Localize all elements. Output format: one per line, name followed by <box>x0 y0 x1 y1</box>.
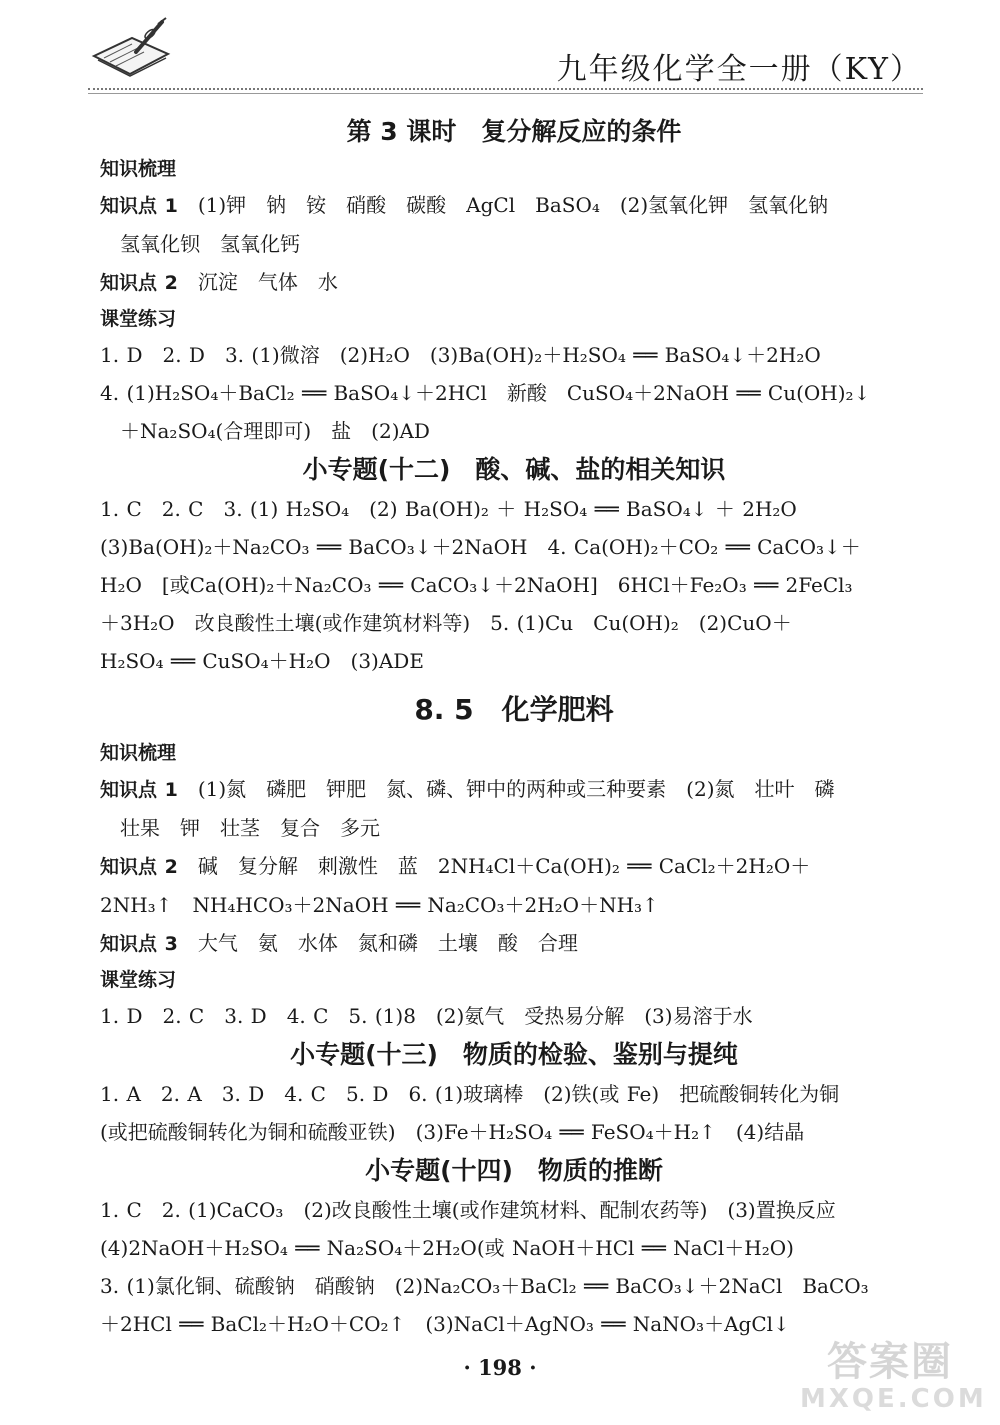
answer-line <box>100 374 928 412</box>
watermark-url: MXQE.COM <box>800 1384 987 1414</box>
answer-line <box>100 997 928 1035</box>
knowledge-point-label: 知识点 1 <box>100 195 178 217</box>
answer-text: (1)钾 钠 铵 硝酸 碳酸 AgCl BaSO₄ (2)氢氧化钾 氢氧化钠 <box>197 193 829 217</box>
knowledge-point-label: 知识点 3 <box>100 933 178 955</box>
answer-line <box>100 1229 928 1267</box>
section-title: 小专题(十四) 物质的推断 <box>365 1156 663 1185</box>
page-header <box>0 0 1000 100</box>
knowledge-point-label: 知识点 2 <box>100 856 178 878</box>
subsection-label: 知识梳理 <box>100 158 177 180</box>
answer-text: 3. (1)氯化铜、硫酸钠 硝酸钠 (2)Na₂CO₃＋BaCl₂ ══ BaCO₃↓＋2NaCl BaCO₃ <box>100 1274 869 1298</box>
answer-line <box>100 886 928 924</box>
answer-line <box>100 1113 928 1151</box>
answer-text: (3)Ba(OH)₂＋Na₂CO₃ ══ BaCO₃↓＋2NaOH 4. Ca(OH)₂＋CO₂ ══ CaCO₃↓＋ <box>100 535 861 559</box>
section-title: 第 3 课时 复分解反应的条件 <box>346 117 682 146</box>
answer-text: 1. C 2. C 3. (1) H₂SO₄ (2) Ba(OH)₂ ＋ H₂SO₄ ══ BaSO₄↓ ＋ 2H₂O <box>100 497 797 521</box>
answer-text: 壮果 钾 壮茎 复合 多元 <box>120 816 380 840</box>
answer-line <box>100 1191 928 1229</box>
subsection-label: 课堂练习 <box>100 308 177 330</box>
page-number: · 198 · <box>463 1355 537 1380</box>
answer-line <box>100 186 928 225</box>
answer-line <box>100 1075 928 1113</box>
notebook-pencil-icon <box>88 16 178 84</box>
knowledge-point-label: 知识点 2 <box>100 272 178 294</box>
answer-line <box>100 336 928 374</box>
answer-line <box>100 490 928 528</box>
answer-text: ＋3H₂O 改良酸性土壤(或作建筑材料等) 5. (1)Cu Cu(OH)₂ (2)CuO＋ <box>100 611 792 635</box>
answer-line <box>100 566 928 604</box>
answer-text: H₂SO₄ ══ CuSO₄＋H₂O (3)ADE <box>100 649 424 673</box>
answer-line <box>100 412 928 450</box>
answer-line <box>100 770 928 809</box>
answer-content <box>100 112 928 1343</box>
answer-text: 氢氧化钡 氢氧化钙 <box>120 232 300 256</box>
answer-text: ＋Na₂SO₄(合理即可) 盐 (2)AD <box>120 419 430 443</box>
answer-text: (4)2NaOH＋H₂SO₄ ══ Na₂SO₄＋2H₂O(或 NaOH＋HCl ══ NaCl＋H₂O) <box>100 1236 794 1260</box>
answer-line <box>100 604 928 642</box>
answer-text: 大气 氨 水体 氮和磷 土壤 酸 合理 <box>197 931 578 955</box>
answer-line <box>100 847 928 886</box>
answer-line <box>100 225 928 263</box>
answer-text: 2NH₃↑ NH₄HCO₃＋2NaOH ══ Na₂CO₃＋2H₂O＋NH₃↑ <box>100 893 659 917</box>
answer-text: 碱 复分解 刺激性 蓝 2NH₄Cl＋Ca(OH)₂ ══ CaCl₂＋2H₂O＋ <box>197 854 811 878</box>
subsection-label: 课堂练习 <box>100 969 177 991</box>
answer-text: (或把硫酸铜转化为铜和硫酸亚铁) (3)Fe＋H₂SO₄ ══ FeSO₄＋H₂↑ (4)结晶 <box>100 1120 805 1144</box>
answer-line <box>100 528 928 566</box>
header-divider <box>88 88 923 90</box>
knowledge-point-label: 知识点 1 <box>100 779 178 801</box>
answer-text: 1. D 2. D 3. (1)微溶 (2)H₂O (3)Ba(OH)₂＋H₂SO₄ ══ BaSO₄↓＋2H₂O <box>100 343 821 367</box>
answer-text: 沉淀 气体 水 <box>197 270 338 294</box>
answer-line <box>100 263 928 302</box>
answer-text: ＋2HCl ══ BaCl₂＋H₂O＋CO₂↑ (3)NaCl＋AgNO₃ ══ NaNO₃＋AgCl↓ <box>100 1312 790 1336</box>
answer-text: 1. A 2. A 3. D 4. C 5. D 6. (1)玻璃棒 (2)铁(或 Fe) 把硫酸铜转化为铜 <box>100 1082 840 1106</box>
book-title: 九年级化学全一册（KY） <box>556 52 922 87</box>
answer-text: 4. (1)H₂SO₄＋BaCl₂ ══ BaSO₄↓＋2HCl 新酸 CuSO₄＋2NaOH ══ Cu(OH)₂↓ <box>100 381 871 405</box>
subsection-label: 知识梳理 <box>100 742 177 764</box>
answer-text: H₂O [或Ca(OH)₂＋Na₂CO₃ ══ CaCO₃↓＋2NaOH] 6HCl＋Fe₂O₃ ══ 2FeCl₃ <box>100 573 853 597</box>
section-title: 8. 5 化学肥料 <box>414 693 614 726</box>
watermark-text: 答案圈 <box>827 1339 953 1385</box>
answer-line <box>100 1267 928 1305</box>
answer-line <box>100 642 928 680</box>
answer-text: 1. D 2. C 3. D 4. C 5. (1)8 (2)氨气 受热易分解 (3)易溶于水 <box>100 1004 753 1028</box>
answer-text: (1)氮 磷肥 钾肥 氮、磷、钾中的两种或三种要素 (2)氮 壮叶 磷 <box>197 777 835 801</box>
answer-line <box>100 924 928 963</box>
watermark-logo <box>800 1330 987 1420</box>
answer-text: 1. C 2. (1)CaCO₃ (2)改良酸性土壤(或作建筑材料、配制农药等) (3)置换反应 <box>100 1198 836 1222</box>
answer-line <box>100 809 928 847</box>
section-title: 小专题(十二) 酸、碱、盐的相关知识 <box>302 455 726 484</box>
section-title: 小专题(十三) 物质的检验、鉴别与提纯 <box>290 1040 738 1069</box>
header-divider-line <box>88 93 923 94</box>
